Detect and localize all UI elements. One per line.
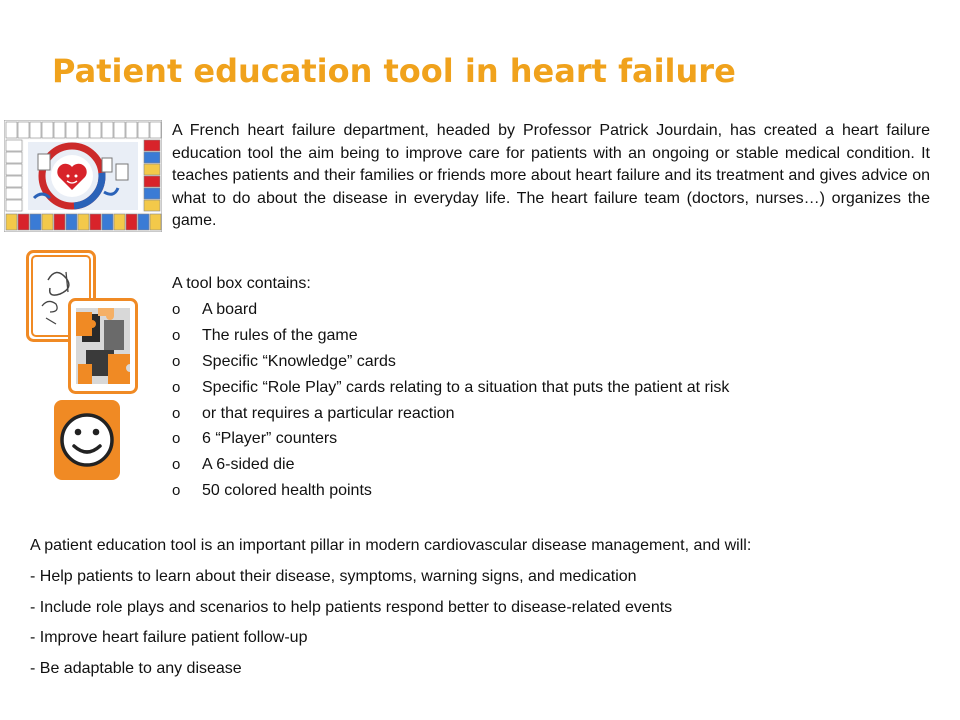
role-play-card-icon <box>68 298 138 394</box>
list-item-text: Specific “Knowledge” cards <box>202 352 396 370</box>
list-item-text: or that requires a particular reaction <box>202 404 455 422</box>
list-item <box>172 429 729 455</box>
list-item <box>172 326 729 352</box>
intro-paragraph: A French heart failure department, headed by Professor Patrick Jourdain, has created a heart failure education tool the aim being to improve care for patients with an ongoing or stable medical condition. It teaches patients and their families or friends more about heart failure and its treatment and gives advice on what to do about the disease in everyday life. The heart failure team (doctors, nurses…) organizes the game. <box>172 122 930 229</box>
list-item-text: A 6-sided die <box>202 456 295 474</box>
list-item <box>172 481 729 507</box>
bullet-marker: o <box>172 430 181 448</box>
bullet-marker: o <box>172 326 181 344</box>
bullet-marker: o <box>172 378 181 396</box>
bullet-marker: o <box>172 352 181 370</box>
list-item <box>172 455 729 481</box>
page-title: Patient education tool in heart failure <box>52 52 736 90</box>
bullet-marker: o <box>172 301 181 318</box>
game-board-icon <box>4 120 162 232</box>
toolbox-heading: A tool box contains: <box>172 275 311 292</box>
list-item: - Be adaptable to any disease <box>30 659 242 677</box>
list-item-text: A board <box>202 301 258 318</box>
list-item-text: 6 “Player” counters <box>202 430 338 448</box>
list-item-text: Specific “Role Play” cards relating to a situation that puts the patient at risk <box>202 378 730 396</box>
pillar-list <box>30 567 672 689</box>
smiley-counter-icon <box>54 400 120 480</box>
list-item <box>172 404 729 430</box>
list-item: - Help patients to learn about their disease, symptoms, warning signs, and medication <box>30 568 637 585</box>
list-item <box>172 378 729 404</box>
pillar-heading: A patient education tool is an important pillar in modern cardiovascular disease management, and will: <box>30 537 752 554</box>
list-item: - Include role plays and scenarios to help patients respond better to disease-related events <box>30 598 673 616</box>
toolbox-list <box>172 300 729 507</box>
list-item-text: The rules of the game <box>202 326 358 344</box>
bullet-marker: o <box>172 456 181 474</box>
list-item: - Improve heart failure patient follow-up <box>30 629 308 646</box>
list-item <box>172 300 729 326</box>
bullet-marker: o <box>172 482 181 500</box>
list-item <box>172 352 729 378</box>
list-item-text: 50 colored health points <box>202 482 372 500</box>
bullet-marker: o <box>172 404 181 422</box>
